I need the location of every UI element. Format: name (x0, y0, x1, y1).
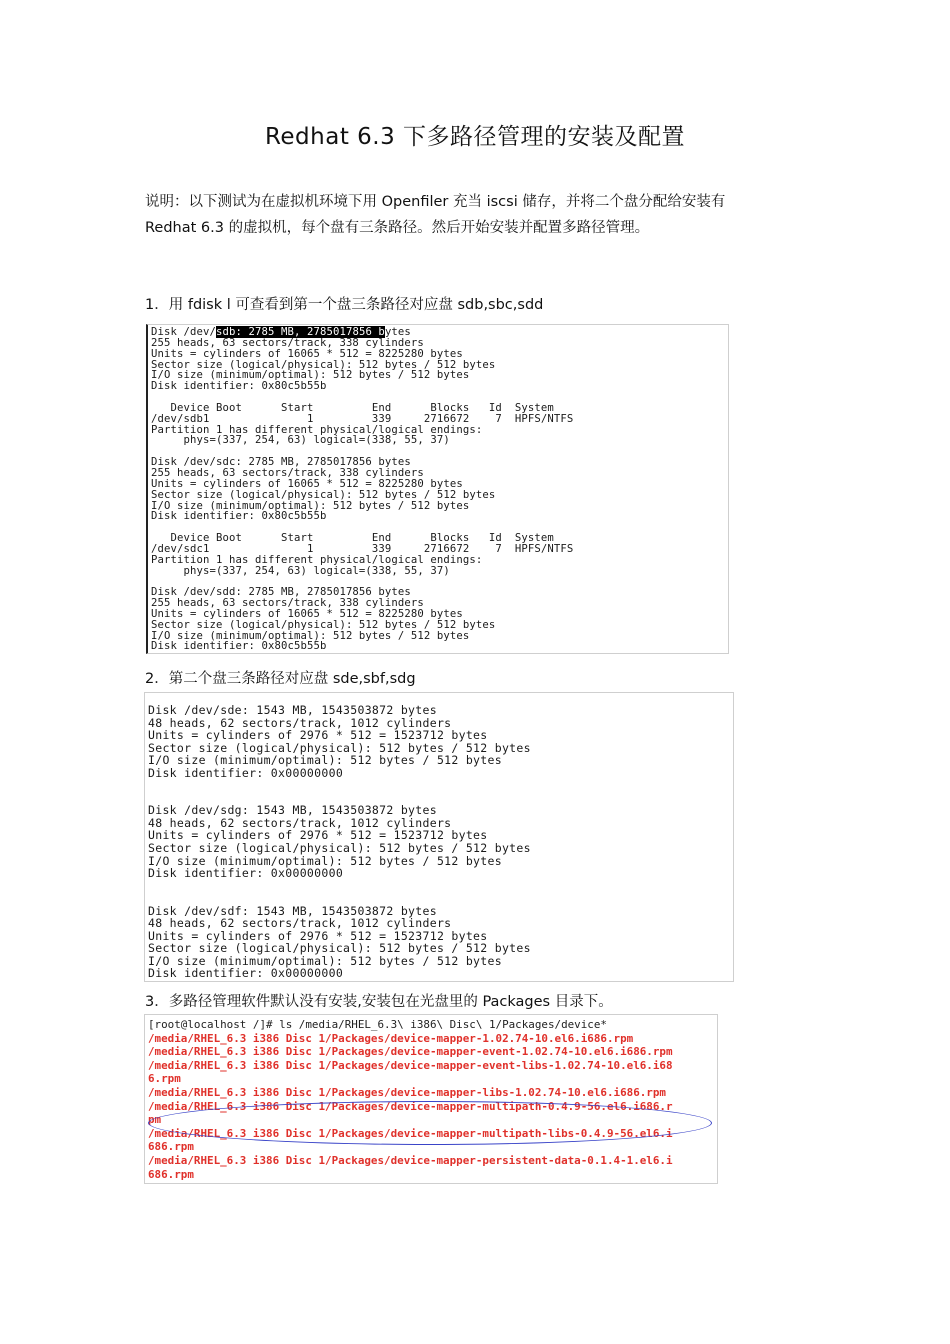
highlighted-selection: sdb: 2785 MB, 2785017856 b (215, 326, 385, 338)
annotation-ellipse (148, 1101, 712, 1145)
terminal-output-disk2: Disk /dev/sde: 1543 MB, 1543503872 bytes 48 heads, 62 sectors/track, 1012 cylinders Units = cylinders of 2976 * 512 = 1523712 bytes Sector size (logical/physical): 512 bytes / 512 bytes I/O size (minimum/optimal): 512 bytes / 512 bytes Disk identifier: 0x00000000 Disk /dev/sdg: 1543 MB, 1543503872 bytes 48 heads, 62 sectors/track, 1012 cylinders Units = cylinders of 2976 * 512 = 1523712 bytes Sector size (logical/physical): 512 bytes / 512 bytes I/O size (minimum/optimal): 512 bytes / 512 bytes Disk identifier: 0x00000000 Disk /dev/sdf: 1543 MB, 1543503872 bytes 48 heads, 62 sectors/track, 1012 cylinders Units = cylinders of 2976 * 512 = 1523712 bytes Sector size (logical/physical): 512 bytes / 512 bytes I/O size (minimum/optimal): 512 bytes / 512 bytes Disk identifier: 0x00000000 (148, 703, 531, 981)
packages-listing-screenshot (144, 1014, 718, 1184)
disk-header-suffix: ytes (384, 326, 411, 338)
shell-command: [root@localhost /]# ls /media/RHEL_6.3\ i386\ Disc\ 1/Packages/device* (148, 1018, 607, 1031)
package-list-output: /media/RHEL_6.3 i386 Disc 1/Packages/device-mapper-1.02.74-10.el6.i686.rpm /media/RHEL_6.3 i386 Disc 1/Packages/device-mapper-event-1.02.74-10.el6.i686.rpm /media/RHEL_6.3 i386 Disc 1/Packages/device-mapper-event-libs-1.02.74-10.el6.i68 6.rpm /media/RHEL_6.3 i386 Disc 1/Packages/device-mapper-libs-1.02.74-10.el6.i686.rpm /media/RHEL_6.3 i386 Disc 1/Packages/device-mapper-multipath-0.4.9-56.el6.i686.r pm /media/RHEL_6.3 i386 Disc 1/Packages/device-mapper-multipath-libs-0.4.9-56.el6.i 686.rpm /media/RHEL_6.3 i386 Disc 1/Packages/device-mapper-persistent-data-0.1.4-1.el6.i 686.rpm (148, 1031, 673, 1181)
terminal-output-disk1 (148, 325, 728, 652)
step-3-text: 3．多路径管理软件默认没有安装,安装包在光盘里的 Packages 目录下。 (145, 994, 613, 1010)
step-1-text: 1．用 fdisk l 可查看到第一个盘三条路径对应盘 sdb,sbc,sdd (145, 297, 544, 313)
intro-line-1: 说明：以下测试为在虚拟机环境下用 Openfiler 充当 iscsi 储存，并将二个盘分配给安装有 (145, 194, 726, 210)
fdisk-screenshot-disk2 (144, 692, 734, 982)
terminal-body-disk1: 255 heads, 63 sectors/track, 338 cylinders Units = cylinders of 16065 * 512 = 8225280 bytes Sector size (logical/physical): 512 bytes / 512 bytes I/O size (minimum/optimal): 512 bytes / 512 bytes Disk identifier: 0x80c5b55b Device Boot Start End Blocks Id System /dev/sdb1 1 339 2716672 7 HPFS/NTFS Partition 1 has different physical/logical endings: phys=(337, 254, 63) logical=(338, 55, 37) Disk /dev/sdc: 2785 MB, 2785017856 bytes 255 heads, 63 sectors/track, 338 cylinders Units = cylinders of 16065 * 512 = 8225280 bytes Sector size (logical/physical): 512 bytes / 512 bytes I/O size (minimum/optimal): 512 bytes / 512 bytes Disk identifier: 0x80c5b55b Device Boot Start End Blocks Id System /dev/sdc1 1 339 2716672 7 HPFS/NTFS Partition 1 has different physical/logical endings: phys=(337, 254, 63) logical=(338, 55, 37) Disk /dev/sdd: 2785 MB, 2785017856 bytes 255 heads, 63 sectors/track, 338 cylinders Units = cylinders of 16065 * 512 = 8225280 bytes Sector size (logical/physical): 512 bytes / 512 bytes I/O size (minimum/optimal): 512 bytes / 512 bytes Disk identifier: 0x80c5b55b (151, 336, 574, 653)
terminal-output-packages (145, 1015, 717, 1181)
intro-line-2: Redhat 6.3 的虚拟机，每个盘有三条路径。然后开始安装并配置多路径管理。 (145, 220, 650, 236)
page-title: Redhat 6.3 下多路径管理的安装及配置 (264, 124, 686, 150)
fdisk-screenshot-disk1 (146, 324, 729, 654)
step-2-text: 2．第二个盘三条路径对应盘 sde,sbf,sdg (145, 671, 416, 687)
disk-header-prefix: Disk /dev/ (151, 326, 216, 338)
